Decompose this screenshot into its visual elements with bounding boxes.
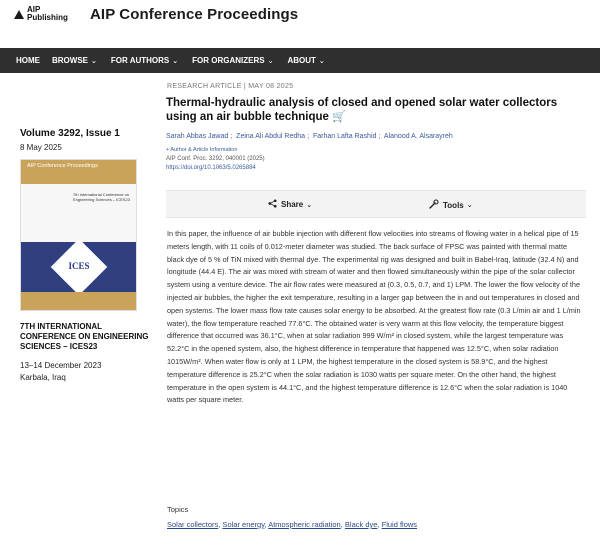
topic-link[interactable]: Fluid flows (381, 520, 418, 529)
topic-separator: , (340, 520, 345, 529)
author-link[interactable]: Farhan Lafta Rashid (312, 133, 377, 140)
logo-line-1: AIP (27, 5, 41, 14)
topic-separator: , (377, 520, 382, 529)
main-nav (0, 48, 600, 73)
cover-header-band (21, 160, 137, 184)
tools-button[interactable] (429, 199, 473, 211)
article-title (166, 96, 566, 124)
topic-link[interactable]: Solar collectors (167, 520, 219, 529)
cover-series-title: AIP Conference Proceedings (27, 163, 98, 169)
author-link[interactable]: Zeina Ali Abdul Redha (236, 133, 306, 140)
nav-for-organizers-label: FOR ORGANIZERS (192, 56, 265, 65)
article-actions-bar (166, 190, 586, 218)
chevron-down-icon: ⌄ (318, 57, 325, 65)
article-meta: RESEARCH ARTICLE | MAY 08 2025 (167, 83, 294, 90)
nav-home[interactable] (16, 56, 40, 65)
cart-icon[interactable]: 🛒 (332, 111, 346, 123)
chevron-down-icon: ⌄ (91, 57, 97, 65)
topics-heading: Topics (167, 505, 189, 514)
author-list (166, 133, 586, 140)
share-label: Share (281, 200, 304, 209)
topic-separator: , (264, 520, 269, 529)
site-header (0, 0, 600, 34)
topic-link[interactable]: Solar energy (222, 520, 265, 529)
author-article-info-toggle[interactable]: + Author & Article Information (166, 147, 238, 153)
nav-browse[interactable] (52, 56, 97, 65)
cover-logo-band (21, 242, 137, 292)
issue-volume[interactable]: Volume 3292, Issue 1 (20, 128, 120, 139)
topics-list (167, 520, 417, 529)
topic-link[interactable]: Black dye (344, 520, 378, 529)
chevron-down-icon: ⌄ (172, 57, 179, 65)
chevron-down-icon: ⌄ (466, 202, 473, 209)
nav-about-label: ABOUT (287, 56, 316, 65)
aip-logo-icon (14, 9, 24, 19)
article-title-text: Thermal-hydraulic analysis of closed and opened solar water collectors using an air bubble technique (166, 97, 558, 123)
share-icon (268, 199, 277, 210)
site-title[interactable]: AIP Conference Proceedings (90, 6, 299, 23)
cover-body (21, 184, 137, 242)
cover-conference-text: 7th International Conference on Engineering Sciences – ICES23 (73, 192, 130, 202)
issue-date: 8 May 2025 (20, 143, 62, 152)
nav-for-authors-label: FOR AUTHORS (110, 56, 170, 65)
author-separator: ; (230, 133, 233, 140)
nav-home-label: HOME (16, 56, 40, 65)
wrench-icon (429, 199, 439, 211)
tools-label: Tools (443, 200, 464, 210)
conference-name[interactable]: 7TH INTERNATIONAL CONFERENCE ON ENGINEERING SCIENCES – ICES23 (20, 322, 149, 351)
logo-line-2: Publishing (27, 13, 68, 22)
proceedings-cover-image[interactable] (20, 159, 137, 311)
chevron-down-icon: ⌄ (267, 57, 274, 65)
chevron-down-icon: ⌄ (306, 201, 313, 209)
citation: AIP Conf. Proc. 3292, 040001 (2025) (166, 156, 265, 162)
topic-link[interactable]: Atmospheric radiation (268, 520, 341, 529)
author-separator: ; (378, 133, 381, 140)
nav-for-organizers[interactable] (192, 56, 273, 65)
article-abstract: In this paper, the influence of air bubble injection with different flow velocities into streams of flowing water in a helical pipe of 15 meters length, with 11 coils of 0.012-meter diameter was studied. The back surface of FPSC was painted with thermal matte black dye of 5 % of TiN mixed with thermal dye. The experimental rig was designed and built in Babel-Iraq, latitude (32.4 N) and longitude (44.4 E). The air was mixed with stream of water and then flowed simultaneously within the pipe of the solar collector system using a venture device. The air flow rates were measured at (0.3, 0.5, 0.7, and 1) LPM. The lower the flow velocity of the injected air bubbles, the higher the exit temperature, resulting in a larger gap between the in and out temperatures in closed and open systems. The lower mass flow rate causes solar energy to be absorbed. At the greatest flow rate (0.3 L/min air and 1 L/min water), the flow temperature reached 77.6°C. The obtained water is very warm at this flow velocity, the temperature biggest difference that occurred was 36.1°C, when at solar radiation 999 W/m² in closed system, while the largest temperature was 52.2°C in the opened system, also, the highest difference in temperature that happened was 12.5°C, when solar radiation 1015W/m². When water flow is only at 1 LPM, the highest temperature in the closed system is 58.9°C, and the highest temperature difference is 25.2°C when the solar radiation is 1030 watts per square meter. On the other hand, the highest temperature in the open system is 44.1°C, and the highest temperature difference is 12.6°C when the solar radiation is 1040 watts per square meter. (167, 229, 581, 405)
share-button[interactable] (268, 199, 312, 210)
cover-footer-band (21, 292, 137, 311)
nav-browse-label: BROWSE (52, 56, 88, 65)
ices-logo-text: ICES (68, 261, 90, 271)
author-separator: ; (307, 133, 310, 140)
conference-dates: 13–14 December 2023 (20, 361, 102, 370)
nav-for-authors[interactable] (111, 56, 178, 65)
aip-publishing-logo[interactable] (14, 6, 68, 22)
doi-link[interactable]: https://doi.org/10.1063/5.0265884 (166, 165, 256, 171)
author-link[interactable]: Sarah Abbas Jawad (166, 133, 229, 140)
conference-location: Karbala, Iraq (20, 373, 66, 382)
topic-separator: , (218, 520, 223, 529)
author-link[interactable]: Alanood A. Alsarayreh (383, 133, 453, 140)
nav-about[interactable] (287, 56, 324, 65)
